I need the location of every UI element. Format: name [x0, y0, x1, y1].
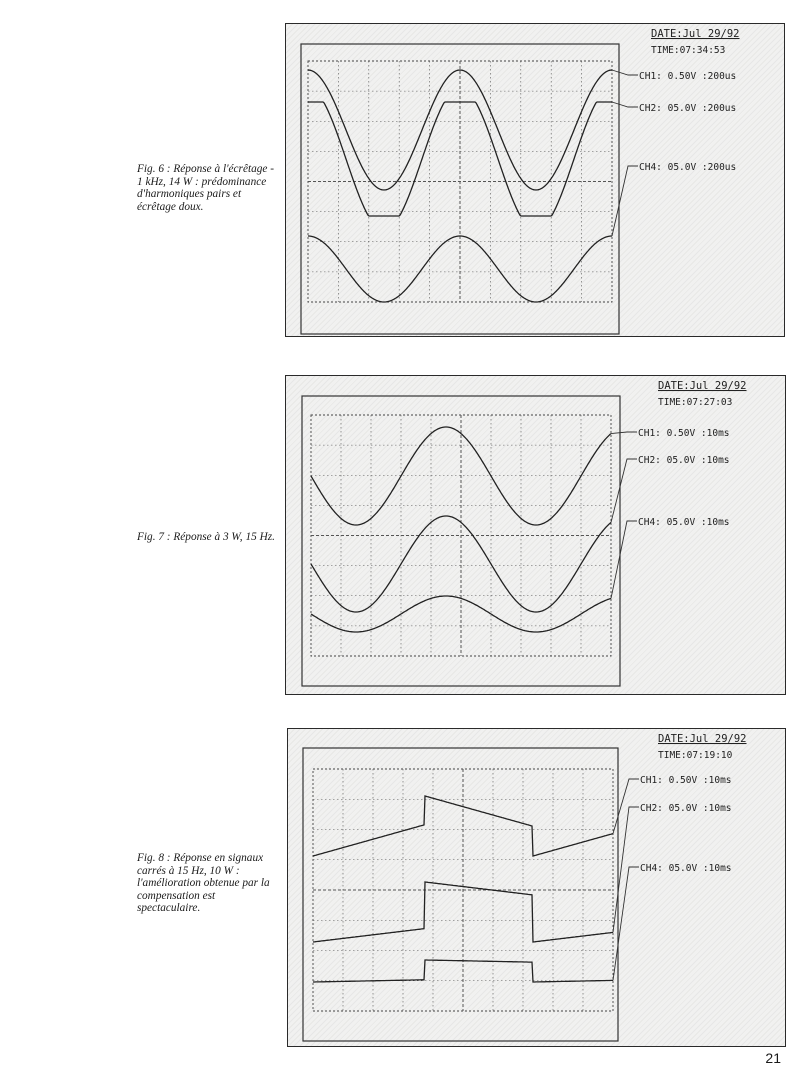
time-readout: TIME:07:34:53 — [651, 45, 726, 56]
fig8-caption-text: Fig. 8 : Réponse en signaux carrés à 15 Hz, 10 W : l'amélioration obtenue par la compensation est spectaculaire. — [137, 852, 270, 915]
channel-label: CH2: 05.0V :200us — [639, 103, 737, 114]
time-readout: TIME:07:27:03 — [658, 397, 733, 408]
channel-leader-line — [611, 521, 637, 598]
graticule — [313, 769, 613, 1011]
fig8-caption — [137, 852, 275, 915]
channel-label: CH4: 05.0V :10ms — [638, 517, 730, 528]
channel-label: CH1: 0.50V :10ms — [640, 775, 732, 786]
channel-label: CH4: 05.0V :10ms — [640, 863, 732, 874]
graticule — [311, 415, 611, 656]
channel-leader-line — [611, 459, 637, 522]
scope-display — [288, 729, 785, 1046]
date-readout: DATE:Jul 29/92 — [658, 733, 747, 745]
fig7-caption — [137, 531, 275, 544]
scope-display — [286, 24, 784, 336]
channel-leader-line — [613, 807, 639, 932]
channel-label: CH4: 05.0V :200us — [639, 162, 737, 173]
fig8-oscilloscope-screen — [287, 728, 786, 1047]
date-readout: DATE:Jul 29/92 — [651, 28, 740, 40]
channel-leader-line — [612, 102, 638, 107]
channel-label: CH1: 0.50V :10ms — [638, 428, 730, 439]
fig6-caption — [137, 163, 275, 213]
fig7-oscilloscope-screen — [285, 375, 786, 695]
channel-label: CH1: 0.50V :200us — [639, 71, 737, 82]
channel-leader-line — [613, 779, 639, 834]
fig6-oscilloscope-screen — [285, 23, 785, 337]
channel-label: CH2: 05.0V :10ms — [640, 803, 732, 814]
channel-leader-line — [613, 867, 639, 980]
channel-leader-line — [611, 432, 637, 434]
screen-bezel — [303, 748, 618, 1041]
channel-label: CH2: 05.0V :10ms — [638, 455, 730, 466]
fig7-caption-text: Fig. 7 : Réponse à 3 W, 15 Hz. — [137, 531, 275, 543]
channel-leader-line — [612, 70, 638, 75]
scope-display — [286, 376, 785, 694]
channel-leader-line — [612, 166, 638, 236]
time-readout: TIME:07:19:10 — [658, 750, 733, 761]
page-number: 21 — [765, 1050, 781, 1066]
date-readout: DATE:Jul 29/92 — [658, 380, 747, 392]
fig6-caption-text: Fig. 6 : Réponse à l'écrêtage - 1 kHz, 14 W : prédominance d'harmoniques pairs et écrêtage doux. — [137, 163, 274, 213]
